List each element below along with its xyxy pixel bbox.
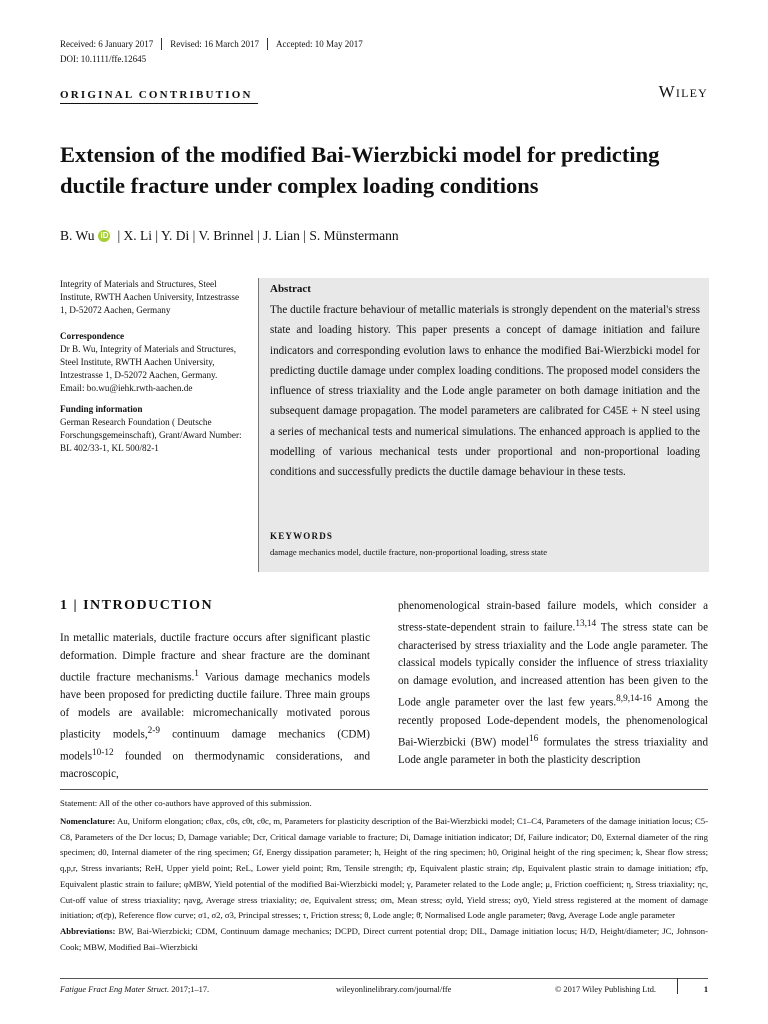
abstract-text: The ductile fracture behaviour of metallic materials is strongly dependent on the material's stress state and loading history. This paper presents a concept of damage initiation and failure indicators and corresponding evolution laws to enhance the modified Bai-Wierzbicki model for predicting ductile damage under complex loading conditions. The proposed model considers the influence of stress triaxiality and the Lode angle parameter on both damage initiation and the subsequent damage propagation. The model parameters are calibrated for C45E + N steel using a series of mechanical tests and numerical simulations. The enhanced approach is applied to the modelling of various mechanical tests under proportional and non-proportional loading conditions and successfully predicts the ductile damage behaviour in these tests. — [270, 304, 700, 479]
page-number: 1 — [703, 985, 708, 994]
nomenclature-block — [60, 814, 708, 955]
publisher-logo: Wiley — [658, 82, 708, 101]
email-link[interactable]: Email: bo.wu@iehk.rwth-aachen.de — [60, 383, 193, 393]
correspondence-heading: Correspondence — [60, 331, 125, 341]
nomenclature-text: Nomenclature: Au, Uniform elongation; cθax, cθs, cθt, cθc, m, Parameters for plasticity description of the Bai-Wierzbicki model; C1–C4, Parameters of the damage initiation locus; C5-C8, Parameters of the Dcr locus; D, Damage variable; Dcr, Critical damage variable to fracture; Di, Damage initiation indicator; Df, Failure indicator; D0, External diameter of the ring specimen; d0, Internal diameter of the ring specimen; Gf, Energy dissipation parameter; h, Height of the ring specimen; h0, Original height of the ring specimen; k, Shear flow stress; q,p,r, Stress invariants; ReH, Upper yield point; ReL, Lower yield point; Rm, Tensile strength; ε̄p, Equivalent plastic strain; ε̄ip, Equivalent plastic strain to damage initiation; ε̄fp, Equivalent plastic strain to failure; φMBW, Yield potential of the modified Bai-Wierzbicki model; γ, Parameter related to the Lode angle; μ, Friction coefficient; η, Stress triaxiality; ηc, Cut-off value of stress triaxiality; ηavg, Average stress triaxiality; σe, Equivalent stress; σm, Mean stress; σyld, Yield stress; σy0, Yield stress registered at the moment of damage initiation; σ̄(ε̄p), Reference flow curve; σ1, σ2, σ3, Principal stresses; τ, Friction stress; θ, Lode angle; θ̄, Normalised Lode angle parameter; θ̄avg, Average Lode angle parameter — [60, 816, 708, 921]
citation-link[interactable]: 13,14 — [575, 618, 597, 629]
intro-paragraph: In metallic materials, ductile fracture occurs after significant plastic deformation. Dimple fracture and shear fracture are the dominant ductile fracture mechanisms.$^1$ Various damage mechanics models have been proposed for predicting ductile failure. Three main groups of models are available: micromechanically motivated porous plasticity models,$^{2-9}$ continuum damage mechanics (CDM) models$^{10-12}$ founded on thermodynamic considerations, and macroscopic, — [60, 632, 370, 781]
doi-link[interactable]: DOI: 10.1111/ffe.12645 — [60, 54, 147, 64]
citation-link[interactable]: 2-9 — [147, 726, 160, 737]
history-dates — [60, 38, 371, 50]
received-date: Received: 6 January 2017 — [60, 39, 154, 49]
abbreviations-text: Abbreviations: BW, Bai-Wierzbicki; CDM, Continuum damage mechanics; DCPD, Direct current potential drop; DIL, Damage initiation locus; H/D, Height/diameter; JC, Johnson-Cook; MBW, Modified Bai–Wierzbicki — [60, 925, 708, 952]
keywords-list: damage mechanics model, ductile fracture, non-proportional loading, stress state — [270, 547, 548, 557]
body-column-left — [60, 630, 370, 784]
author-info-column — [60, 278, 246, 455]
author-statement: Statement: All of the other co-authors have approved of this submission. — [60, 798, 312, 808]
footnote-divider — [60, 789, 708, 790]
footer-divider — [60, 978, 708, 979]
journal-citation: Fatigue Fract Eng Mater Struct. 2017;1–17. — [60, 985, 210, 994]
article-title: Extension of the modified Bai-Wierzbicki model for predicting ductile fracture under complex loading conditions — [60, 142, 660, 198]
citation-link[interactable]: 1 — [194, 668, 199, 679]
copyright: © 2017 Wiley Publishing Ltd. — [554, 985, 656, 994]
accepted-date: Accepted: 10 May 2017 — [275, 39, 363, 49]
funding-text: German Research Foundation ( Deutsche Forschungsgemeinschaft), Grant/Award Number: BL 402/33-1, KL 500/82-1 — [60, 417, 242, 453]
journal-url-link[interactable]: wileyonlinelibrary.com/journal/ffe — [336, 985, 452, 994]
citation-link[interactable]: 16 — [528, 733, 539, 744]
abstract-heading: Abstract — [270, 283, 311, 295]
body-column-right — [398, 598, 708, 770]
section-underline — [60, 103, 258, 104]
abstract-box — [258, 278, 709, 572]
section-heading: 1 | INTRODUCTION — [60, 598, 214, 613]
citation-link[interactable]: 8,9,14-16 — [616, 694, 652, 705]
affiliation: Integrity of Materials and Structures, Steel Institute, RWTH Aachen University, Intzestrasse 1, D-52072 Aachen, Germany — [60, 279, 240, 315]
revised-date: Revised: 16 March 2017 — [170, 39, 259, 49]
author-link[interactable]: B. Wu — [60, 228, 95, 243]
author-list — [60, 228, 399, 244]
citation-link[interactable]: 10-12 — [92, 747, 114, 758]
intro-paragraph: phenomenological strain-based failure models, which consider a stress-state-dependent strain to failure.$^{13,14}$ The stress state can be characterised by stress triaxiality and the Lode angle parameter. The classical models typically consider the influence of stress triaxiality on damage evolution, and increased attention has been given to the Lode angle parameter over the last few years.$^{8,9,14-16}$ Among the recently proposed Lode-dependent models, the phenomenological Bai-Wierzbicki (BW) model$^{16}$ formulates the stress triaxiality and Lode angle parameter in both the plasticity description — [398, 600, 709, 767]
footer-separator — [677, 978, 678, 994]
orcid-icon[interactable]: iD — [100, 231, 109, 240]
section-type: ORIGINAL CONTRIBUTION — [60, 89, 253, 101]
author-link[interactable]: | X. Li | Y. Di | V. Brinnel | J. Lian | S. Münstermann — [117, 228, 399, 243]
keywords-heading: KEYWORDS — [270, 531, 334, 541]
funding-heading: Funding information — [60, 404, 143, 414]
correspondence-text: Dr B. Wu, Integrity of Materials and Structures, Steel Institute, RWTH Aachen University, Intzestrasse 1, D-52072 Aachen, Germany. — [60, 344, 237, 380]
